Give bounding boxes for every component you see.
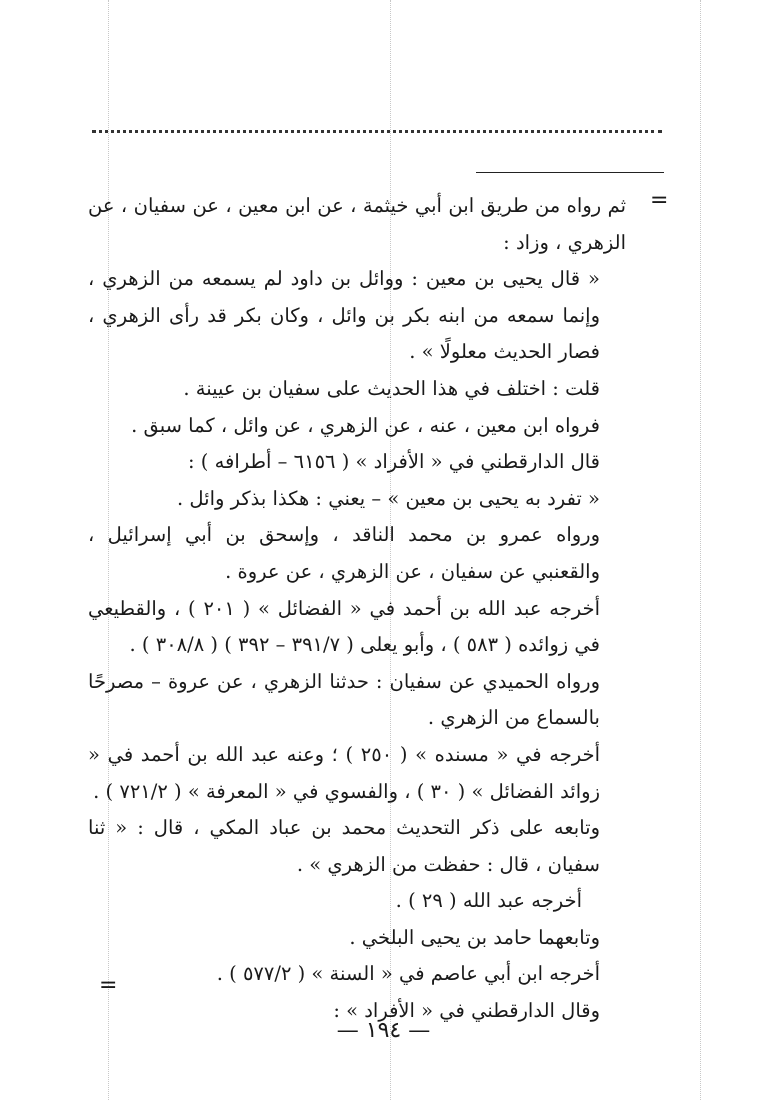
dotted-header-rule — [92, 118, 662, 133]
footnote-paragraph: ورواه عمرو بن محمد الناقد ، وإسحق بن أبي إسرائيل ، والقعنبي عن سفيان ، عن الزهري ، عن عروة . — [88, 523, 600, 583]
footnote-paragraph: « قال يحيى بن معين : ووائل بن داود لم يسمعه من الزهري ، وإنما سمعه من ابنه بكر بن وائل ، وكان بكر قد رأى الزهري ، فصار الحديث معلولًا » . — [88, 267, 600, 364]
scan-guide-line — [700, 0, 701, 1100]
footnote-paragraph: « تفرد به يحيى بن معين » – يعني : هكذا بذكر وائل . — [177, 486, 600, 510]
footnote-text — [88, 188, 644, 1030]
continuation-mark-bottom: = — [99, 973, 118, 998]
footnote-paragraph: وتابعه على ذكر التحديث محمد بن عباد المكي ، قال : « ثنا سفيان ، قال : حفظت من الزهري » . — [88, 816, 600, 876]
footnote-paragraph: أخرجه عبد الله ( ٢٩ ) . — [395, 889, 582, 913]
footnote-paragraph: قال الدارقطني في « الأفراد » ( ٦١٥٦ – أطرافه ) : — [188, 450, 600, 474]
footnote-paragraph: وقال الدارقطني في « الأفراد » : — [333, 999, 600, 1023]
footnote-paragraph: ورواه الحميدي عن سفيان : حدثنا الزهري ، عن عروة – مصرحًا بالسماع من الزهري . — [88, 669, 600, 730]
footnote-paragraph: أخرجه في « مسنده » ( ٢٥٠ ) ؛ وعنه عبد الله بن أحمد في « زوائد الفضائل » ( ٣٠ ) ، والفسوي في « المعرفة » ( ٧٢١/٢ ) . — [88, 742, 601, 803]
footnote-paragraph: أخرجه ابن أبي عاصم في « السنة » ( ٥٧٧/٢ ) . — [216, 962, 600, 986]
continuation-mark-top: = — [650, 188, 669, 213]
footnote-paragraph: قلت : اختلف في هذا الحديث على سفيان بن عيينة . — [183, 376, 600, 400]
page-number: — ١٩٤ — — [336, 1018, 431, 1043]
footnote-separator — [476, 172, 664, 173]
footnote-paragraph: ثم رواه من طريق ابن أبي خيثمة ، عن ابن معين ، عن سفيان ، عن الزهري ، وزاد : — [88, 194, 626, 254]
footnote-paragraph: فرواه ابن معين ، عنه ، عن الزهري ، عن وائل ، كما سبق . — [131, 413, 600, 437]
footnote-paragraph: أخرجه عبد الله بن أحمد في « الفضائل » ( ٢٠١ ) ، والقطيعي في زوائده ( ٥٨٣ ) ، وأبو يعلى ( ٣٩١/٧ – ٣٩٢ ) ( ٣٠٨/٨ ) . — [88, 596, 600, 657]
footnote-paragraph: وتابعهما حامد بن يحيى البلخي . — [349, 925, 600, 949]
